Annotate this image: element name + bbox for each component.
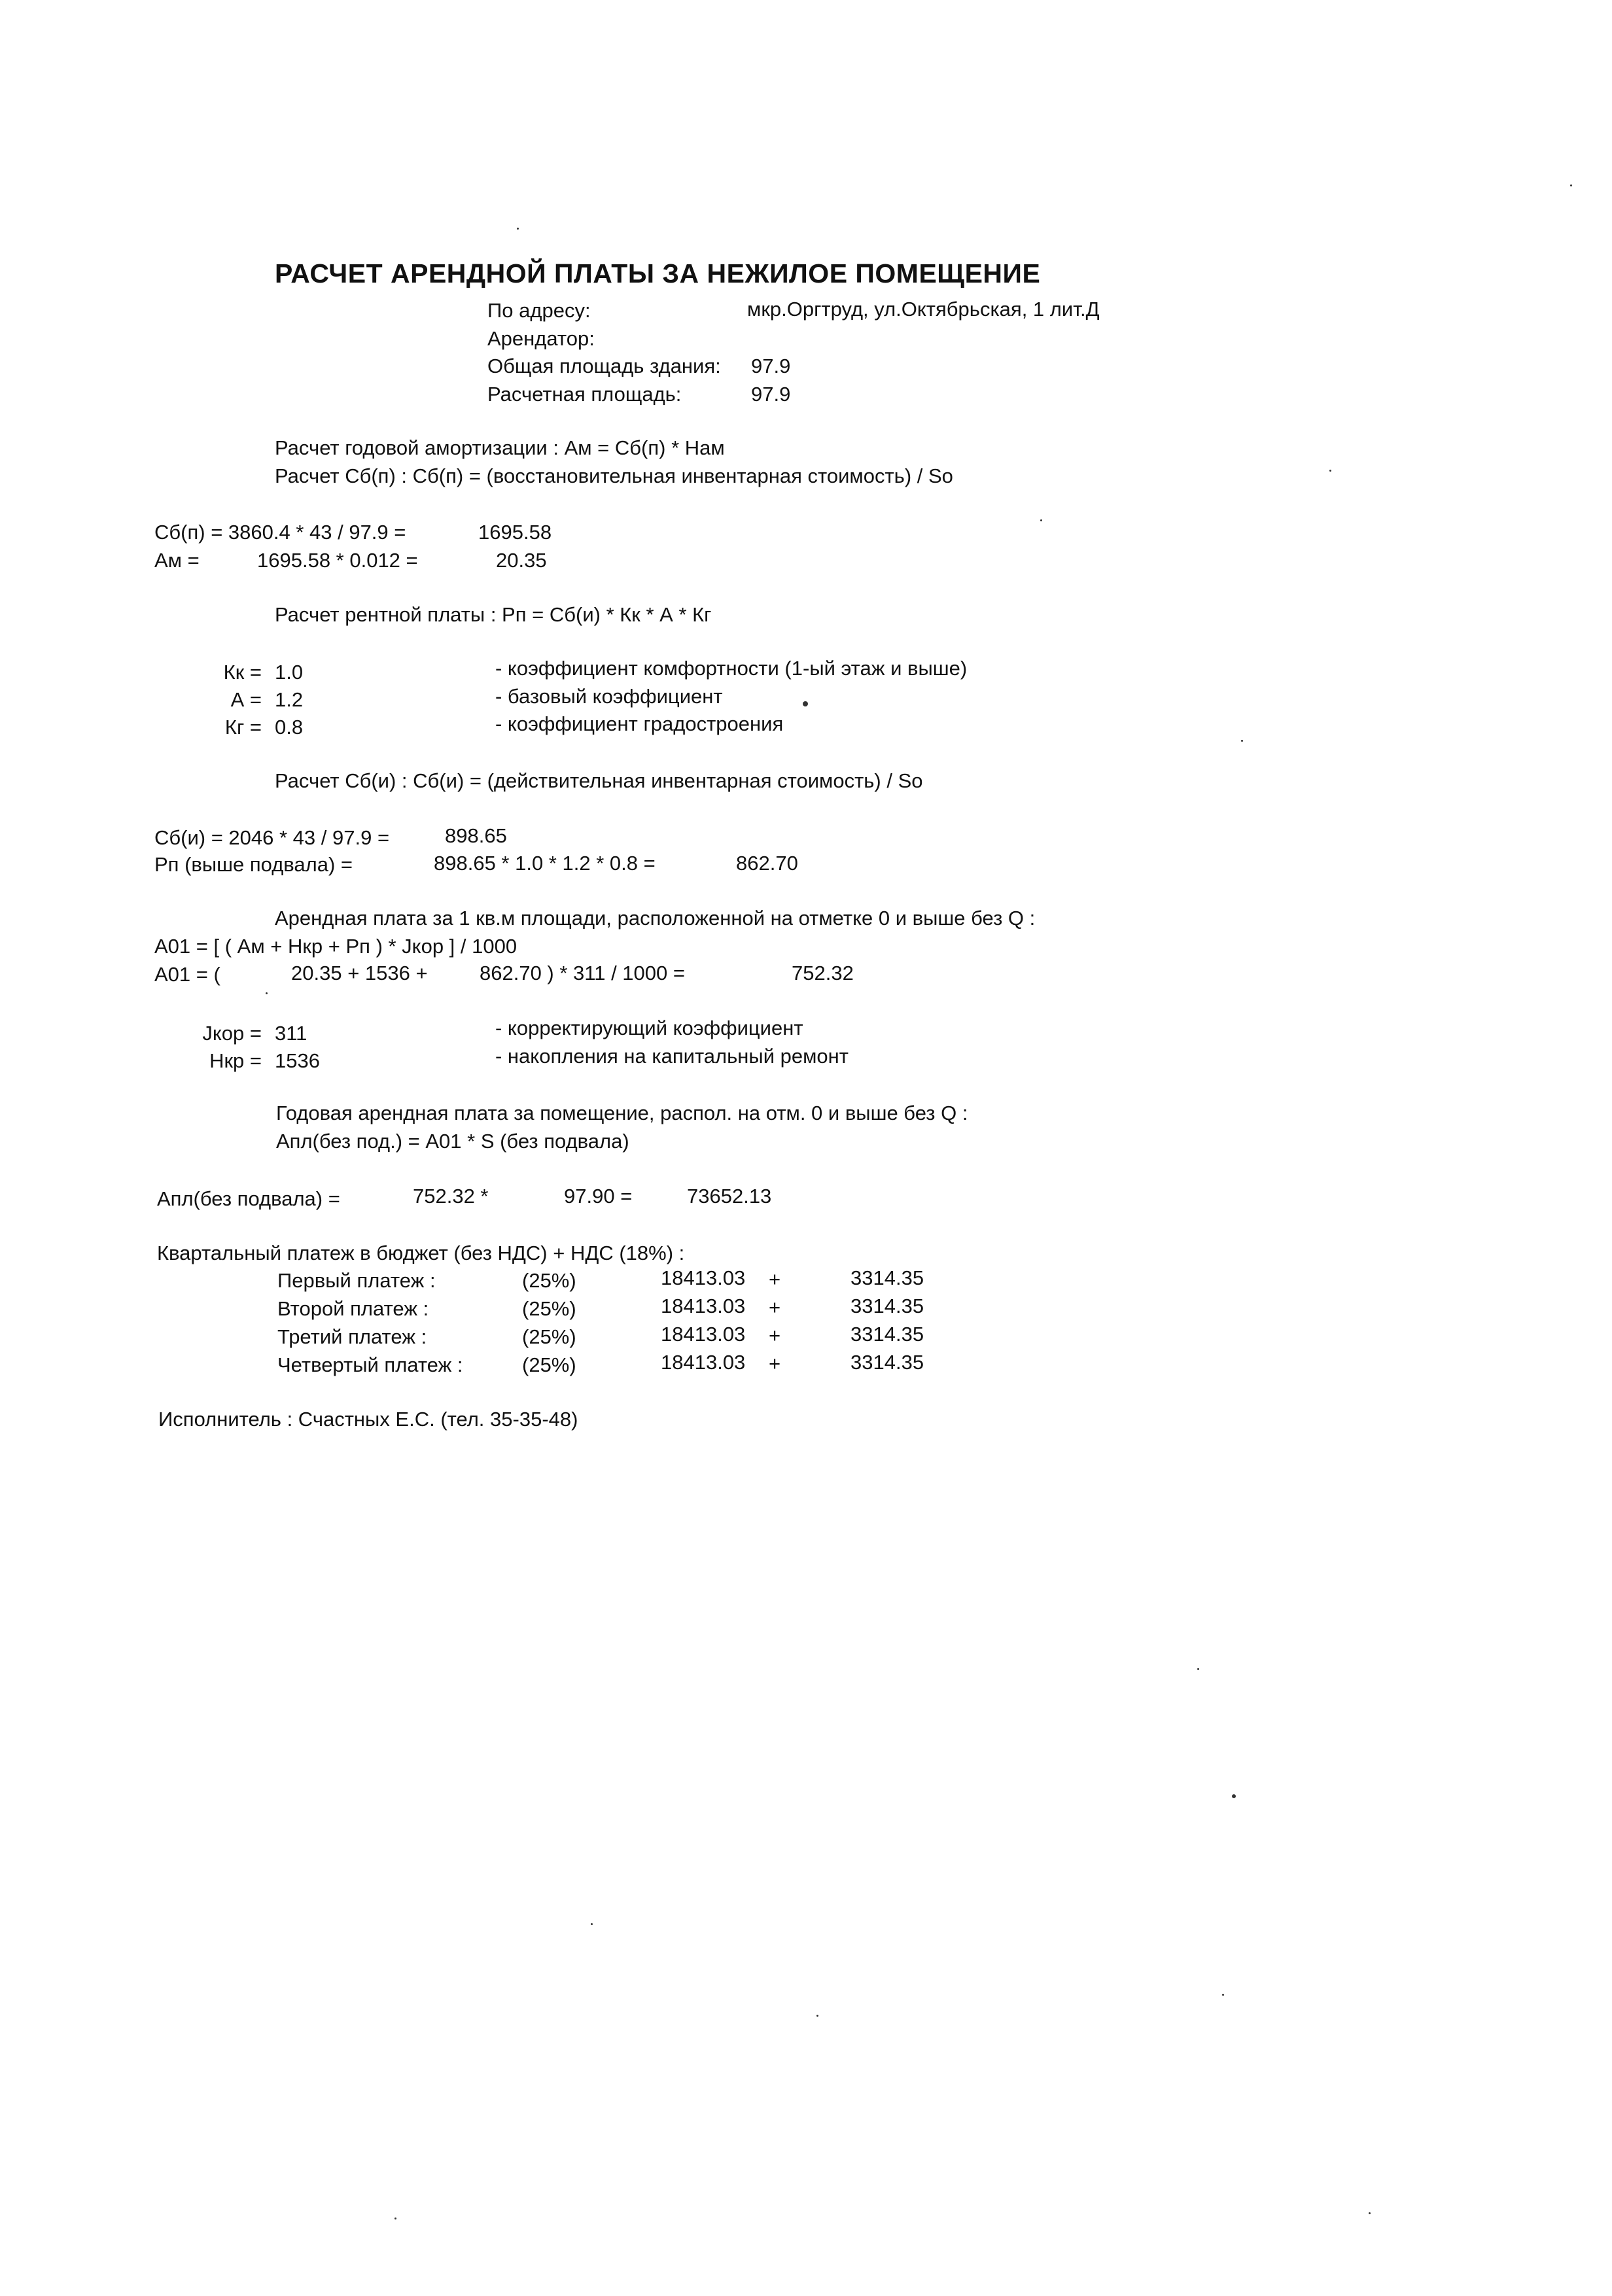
total-area-label: Общая площадь здания: xyxy=(487,355,721,377)
address-value: мкр.Оргтруд, ул.Октябрьская, 1 лит.Д xyxy=(747,298,1100,321)
payment-vat: 3314.35 xyxy=(850,1351,924,1374)
sbi-definition: Расчет Сб(и) : Сб(и) = (действительная инвентарная стоимость) / So xyxy=(275,769,923,792)
payment-percent: (25%) xyxy=(522,1353,576,1376)
scan-speck xyxy=(1222,1994,1224,1996)
payment-label: Первый платеж : xyxy=(277,1269,436,1292)
payment-label: Третий платеж : xyxy=(277,1325,427,1348)
kg-value: 0.8 xyxy=(275,716,304,739)
calc-area-label: Расчетная площадь: xyxy=(487,383,682,406)
scan-speck xyxy=(816,2015,818,2017)
jkor-description: - корректирующий коэффициент xyxy=(495,1017,803,1039)
a01-formula: А01 = [ ( Ам + Нкр + Рп ) * Jкор ] / 1000 xyxy=(154,935,517,958)
quarterly-heading: Квартальный платеж в бюджет (без НДС) + НДС (18%) : xyxy=(157,1242,685,1264)
kg-label: Кг = xyxy=(224,716,262,739)
rp-label: Рп (выше подвала) = xyxy=(154,853,353,876)
rp-formula: 898.65 * 1.0 * 1.2 * 0.8 = xyxy=(434,852,656,875)
a01-heading: Арендная плата за 1 кв.м площади, расположенной на отметке 0 и выше без Q : xyxy=(275,907,1036,930)
rent-formula: Расчет рентной платы : Рп = Сб(и) * Кк * А * Кг xyxy=(275,603,712,626)
scan-speck xyxy=(394,2218,396,2219)
nkr-value: 1536 xyxy=(275,1049,320,1072)
a-label: А = xyxy=(230,688,262,711)
payment-plus: + xyxy=(769,1324,781,1347)
payment-amount: 18413.03 xyxy=(661,1351,746,1374)
total-area-value: 97.9 xyxy=(751,355,791,377)
kk-description: - коэффициент комфортности (1-ый этаж и выше) xyxy=(495,657,968,680)
payment-vat: 3314.35 xyxy=(850,1323,924,1346)
nkr-label: Нкр = xyxy=(209,1049,262,1072)
payment-plus: + xyxy=(769,1296,781,1319)
scan-speck xyxy=(1329,470,1331,472)
payment-percent: (25%) xyxy=(522,1325,576,1348)
annual-result: 73652.13 xyxy=(687,1185,772,1208)
annual-label: Апл(без подвала) = xyxy=(157,1187,340,1210)
payment-plus: + xyxy=(769,1352,781,1375)
annual-formula: Апл(без под.) = А01 * S (без подвала) xyxy=(276,1130,629,1153)
a01-calc-part2: 862.70 ) * 311 / 1000 = xyxy=(480,962,685,984)
a-description: - базовый коэффициент xyxy=(495,685,723,708)
annual-rate: 752.32 * xyxy=(413,1185,489,1208)
document-title: РАСЧЕТ АРЕНДНОЙ ПЛАТЫ ЗА НЕЖИЛОЕ ПОМЕЩЕНИЕ xyxy=(275,258,1041,288)
scan-speck xyxy=(591,1923,593,1925)
nkr-description: - накопления на капитальный ремонт xyxy=(495,1045,849,1068)
scan-speck xyxy=(803,701,808,706)
calc-area-value: 97.9 xyxy=(751,383,791,406)
a01-calc-value: 752.32 xyxy=(792,962,854,984)
payment-amount: 18413.03 xyxy=(661,1295,746,1317)
kg-description: - коэффициент градостроения xyxy=(495,712,784,735)
kk-value: 1.0 xyxy=(275,661,304,684)
tenant-label: Арендатор: xyxy=(487,327,595,350)
am-value: 20.35 xyxy=(496,549,547,572)
address-label: По адресу: xyxy=(487,299,591,322)
a-value: 1.2 xyxy=(275,688,304,711)
scan-speck xyxy=(517,228,519,230)
amortization-formula: Расчет годовой амортизации : Ам = Сб(п) * Нам xyxy=(275,436,725,459)
sbp-definition: Расчет Сб(п) : Сб(п) = (восстановительная инвентарная стоимость) / So xyxy=(275,464,953,487)
annual-area: 97.90 = xyxy=(564,1185,633,1208)
scan-speck xyxy=(1197,1668,1199,1670)
executor-line: Исполнитель : Счастных Е.С. (тел. 35-35-48) xyxy=(158,1408,578,1431)
jkor-label: Jкор = xyxy=(202,1022,262,1045)
annual-heading: Годовая арендная плата за помещение, распол. на отм. 0 и выше без Q : xyxy=(276,1102,968,1124)
sbp-value: 1695.58 xyxy=(478,521,552,544)
jkor-value: 311 xyxy=(275,1022,307,1045)
scan-speck xyxy=(266,992,268,994)
payment-label: Второй платеж : xyxy=(277,1297,429,1320)
sbi-value: 898.65 xyxy=(445,824,507,847)
payment-percent: (25%) xyxy=(522,1297,576,1320)
kk-label: Кк = xyxy=(223,661,262,684)
scan-speck xyxy=(1570,184,1572,186)
payment-plus: + xyxy=(769,1268,781,1291)
payment-label: Четвертый платеж : xyxy=(277,1353,463,1376)
a01-calc-part1: 20.35 + 1536 + xyxy=(291,962,428,984)
scan-speck xyxy=(1232,1794,1236,1798)
payment-amount: 18413.03 xyxy=(661,1323,746,1346)
rp-value: 862.70 xyxy=(736,852,798,875)
scan-speck xyxy=(1241,740,1243,742)
scan-speck xyxy=(1040,519,1042,521)
payment-percent: (25%) xyxy=(522,1269,576,1292)
scan-speck xyxy=(1369,2212,1371,2214)
payment-vat: 3314.35 xyxy=(850,1266,924,1289)
a01-calc-label: А01 = ( xyxy=(154,963,220,986)
sbp-formula: Сб(п) = 3860.4 * 43 / 97.9 = xyxy=(154,521,406,544)
payment-vat: 3314.35 xyxy=(850,1295,924,1317)
am-formula: 1695.58 * 0.012 = xyxy=(257,549,418,572)
am-label: Ам = xyxy=(154,549,200,572)
payment-amount: 18413.03 xyxy=(661,1266,746,1289)
sbi-formula: Сб(и) = 2046 * 43 / 97.9 = xyxy=(154,826,390,849)
